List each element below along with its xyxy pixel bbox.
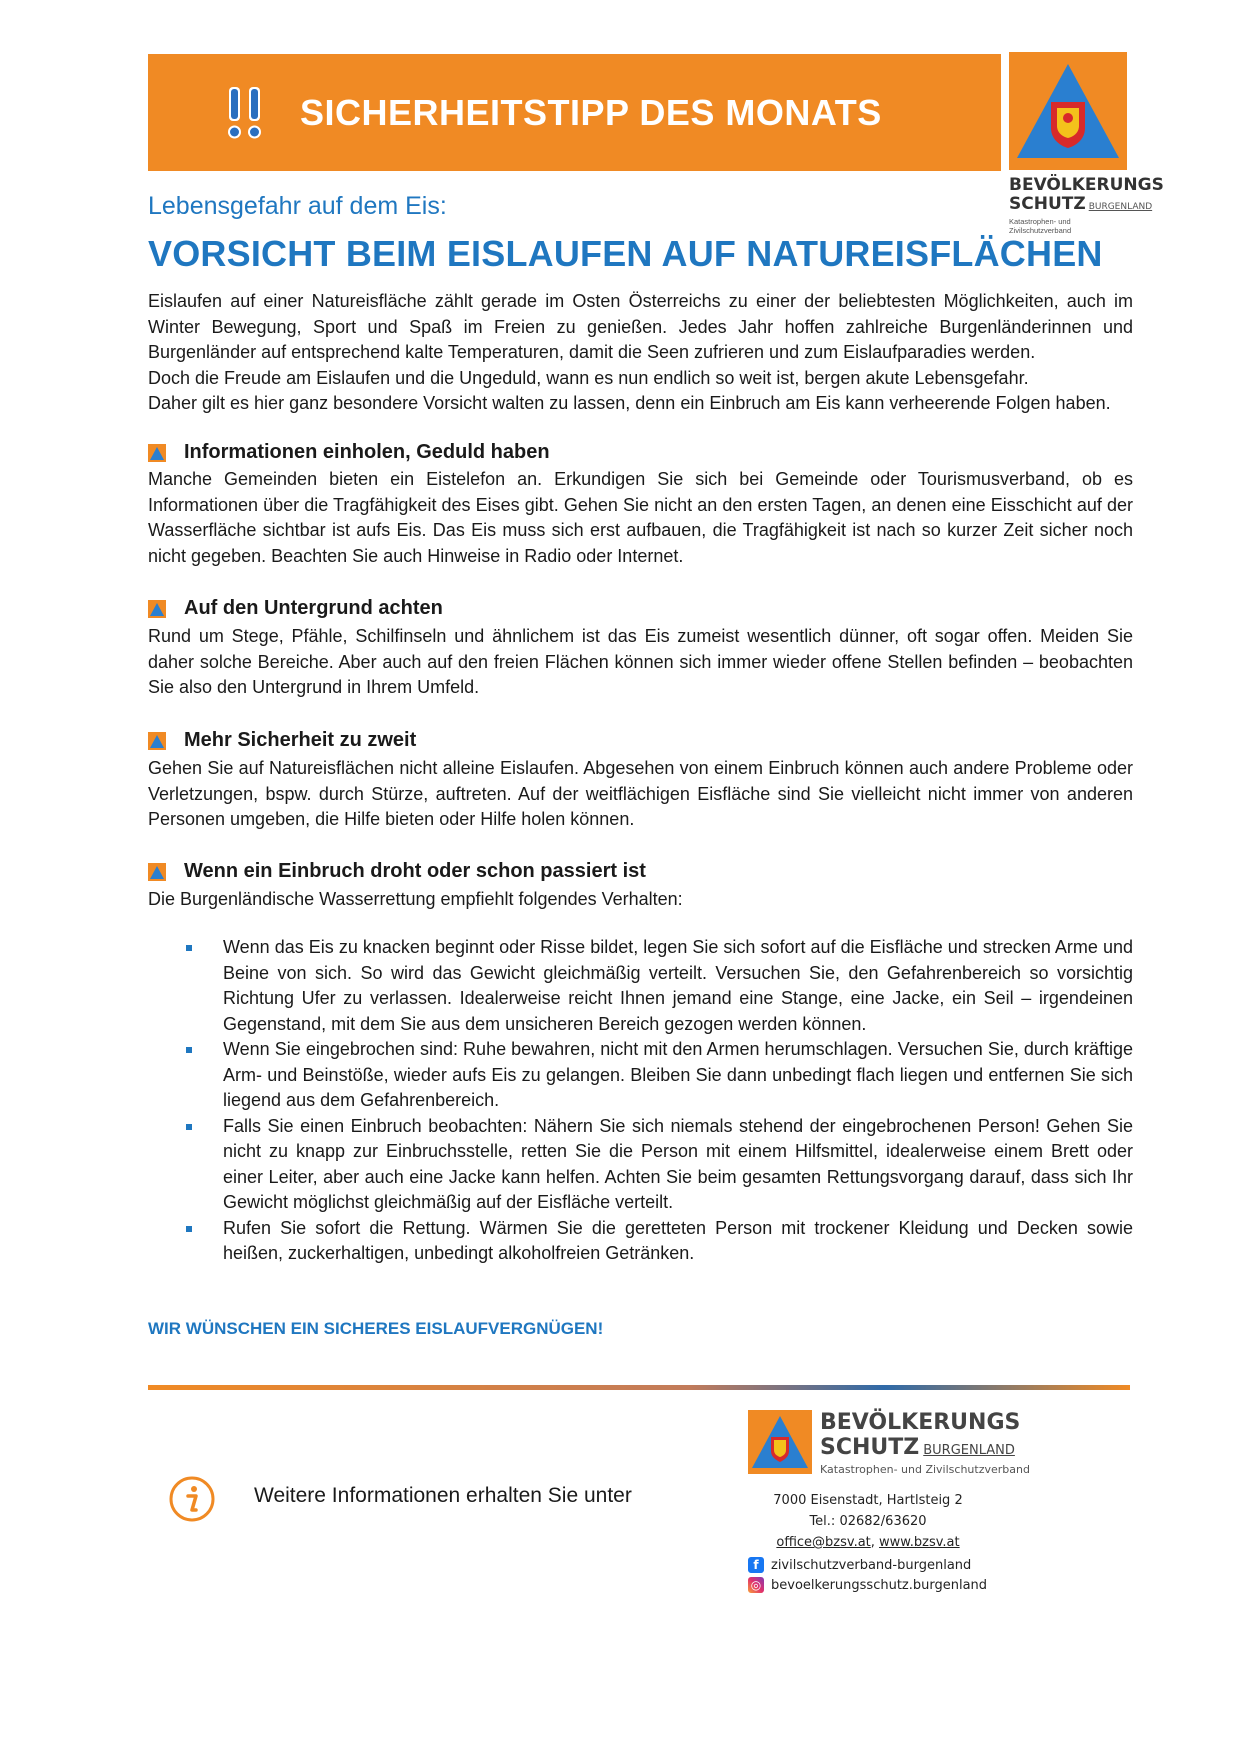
intro-text-3: Daher gilt es hier ganz besondere Vorsicht walten zu lassen, denn ein Einbruch am Eis kann verheerende Folgen haben. xyxy=(148,393,1111,413)
section-heading: Auf den Untergrund achten xyxy=(148,597,443,620)
phone: Tel.: 02682/63620 xyxy=(809,1514,927,1529)
banner-title: SICHERHEITSTIPP DES MONATS xyxy=(300,91,882,133)
square-bullet-icon xyxy=(186,945,192,951)
intro-text-2: Doch die Freude am Eislaufen und die Ungeduld, wann es nun endlich so weit ist, bergen akute Lebensgefahr. xyxy=(148,367,1029,388)
logo-region: BURGENLAND xyxy=(1088,202,1153,212)
intro-paragraph xyxy=(148,289,1133,417)
contact-block: 7000 Eisenstadt, Hartlsteig 2 Tel.: 02682/63620 office@bzsv.at, www.bzsv.at xyxy=(748,1490,988,1553)
logo-subtitle: Katastrophen- und Zivilschutzverband xyxy=(1009,217,1072,235)
double-exclamation-icon xyxy=(226,85,264,141)
section-heading: Mehr Sicherheit zu zweit xyxy=(148,729,416,752)
list-item: Falls Sie einen Einbruch beobachten: Nähern Sie sich niemals stehend der eingebrochenen Person! Gehen Sie nicht zu knapp zur Einbruchsstelle, retten Sie die Person mit einem Hilfsmittel, idealerweise einem Brett oder einer Leiter, aber auch eine Jacke kann helfen. Achten Sie beim gesamten Rettungsvorgang darauf, dass sich Ihr Gewicht möglichst gleichmäßig auf der Eisfläche verteilt. xyxy=(186,1114,1133,1216)
logo-line2: SCHUTZ xyxy=(1009,194,1086,214)
footer-divider xyxy=(148,1385,1130,1390)
instagram-link[interactable]: ◎ bevoelkerungsschutz.burgenland xyxy=(748,1577,987,1593)
email-link[interactable]: office@bzsv.at xyxy=(776,1535,871,1550)
header-banner xyxy=(148,54,1001,171)
website-link[interactable]: www.bzsv.at xyxy=(879,1535,960,1550)
subtitle: Lebensgefahr auf dem Eis: xyxy=(148,192,447,220)
address: 7000 Eisenstadt, Hartlsteig 2 xyxy=(773,1493,963,1508)
facebook-link[interactable]: f zivilschutzverband-burgenland xyxy=(748,1557,971,1573)
civil-protection-emblem xyxy=(748,1410,812,1474)
organization-logo xyxy=(1009,52,1164,235)
section-text: Rund um Stege, Pfähle, Schilfinseln und ähnlichem ist das Eis zumeist wesentlich dünner, oft sogar offen. Meiden Sie daher solche Bereiche. Aber auch auf den freien Flächen können sich immer wieder offene Stellen befinden – beobachten Sie also den Untergrund in Ihrem Umfeld. xyxy=(148,626,1133,697)
logo-line2: SCHUTZ xyxy=(820,1435,920,1460)
closing-message: WIR WÜNSCHEN EIN SICHERES EISLAUFVERGNÜGEN! xyxy=(148,1319,604,1338)
triangle-bullet-icon xyxy=(148,600,166,618)
list-item: Wenn das Eis zu knacken beginnt oder Risse bildet, legen Sie sich sofort auf die Eisfläche und strecken Arme und Beine von sich. So wird das Gewicht gleichmäßig verteilt. Versuchen Sie, den Gefahrenbereich so vorsichtig Richtung Ufer zu verlassen. Idealerweise reicht Ihnen jemand eine Stange, eine Jacke, ein Seil – irgendeinen Gegenstand, mit dem Sie aus dem unsicheren Bereich gezogen werden können. xyxy=(186,935,1133,1037)
info-icon xyxy=(168,1475,216,1523)
square-bullet-icon xyxy=(186,1047,192,1053)
section-text: Die Burgenländische Wasserrettung empfiehlt folgendes Verhalten: xyxy=(148,889,683,909)
info-text: Weitere Informationen erhalten Sie unter xyxy=(254,1484,632,1507)
section-heading: Informationen einholen, Geduld haben xyxy=(148,441,550,464)
instagram-icon: ◎ xyxy=(748,1577,764,1593)
triangle-bullet-icon xyxy=(148,444,166,462)
square-bullet-icon xyxy=(186,1124,192,1130)
civil-protection-emblem xyxy=(1009,52,1127,170)
footer-logo xyxy=(748,1410,1048,1477)
logo-line1: BEVÖLKERUNGS xyxy=(820,1410,1021,1435)
intro-text-1: Eislaufen auf einer Natureisfläche zählt gerade im Osten Österreichs zu einer der beliebtesten Möglichkeiten, auch im Winter Bewegung, Sport und Spaß im Freien zu genießen. Jedes Jahr hoffen zahlreiche Burgenländerinnen und Burgenländer auf entsprechend kalte Temperaturen, damit die Seen zufrieren und zum Eislaufparadies werden. xyxy=(148,291,1133,362)
logo-line1: BEVÖLKERUNGS xyxy=(1009,175,1164,195)
triangle-bullet-icon xyxy=(148,732,166,750)
advice-list xyxy=(186,935,1133,1267)
logo-region: BURGENLAND xyxy=(923,1443,1015,1458)
list-item: Rufen Sie sofort die Rettung. Wärmen Sie die geretteten Person mit trockener Kleidung und Decken sowie heißen, zuckerhaltigen, unbedingt alkoholfreien Getränken. xyxy=(186,1216,1133,1267)
triangle-bullet-icon xyxy=(148,863,166,881)
logo-subtitle: Katastrophen- und Zivilschutzverband xyxy=(820,1463,1030,1476)
page-title: VORSICHT BEIM EISLAUFEN AUF NATUREISFLÄCHEN xyxy=(148,233,1103,274)
section-text: Gehen Sie auf Natureisflächen nicht alleine Eislaufen. Abgesehen von einem Einbruch können auch andere Probleme oder Verletzungen, bspw. durch Stürze, auftreten. Auf der weitflächigen Eisfläche sind Sie vielleicht nicht immer von anderen Personen umgeben, die Hilfe bieten oder Hilfe holen können. xyxy=(148,758,1133,829)
list-item: Wenn Sie eingebrochen sind: Ruhe bewahren, nicht mit den Armen herumschlagen. Versuchen Sie, durch kräftige Arm- und Beinstöße, wieder aufs Eis zu gelangen. Bleiben Sie dann unbedingt flach liegen und entfernen Sie sich liegend aus dem Gefahrenbereich. xyxy=(186,1037,1133,1114)
square-bullet-icon xyxy=(186,1226,192,1232)
section-heading: Wenn ein Einbruch droht oder schon passiert ist xyxy=(148,860,646,883)
section-text: Manche Gemeinden bieten ein Eistelefon an. Erkundigen Sie sich bei Gemeinde oder Tourismusverband, ob es Informationen über die Tragfähigkeit des Eises gibt. Gehen Sie nicht an den ersten Tagen, an denen eine Eisschicht auf der Wasserfläche sichtbar ist aufs Eis. Das Eis muss sich erst aufbauen, die Tragfähigkeit ist nach so kurzer Zeit sicher noch nicht gegeben. Beachten Sie auch Hinweise in Radio oder Internet. xyxy=(148,469,1133,566)
facebook-icon: f xyxy=(748,1557,764,1573)
